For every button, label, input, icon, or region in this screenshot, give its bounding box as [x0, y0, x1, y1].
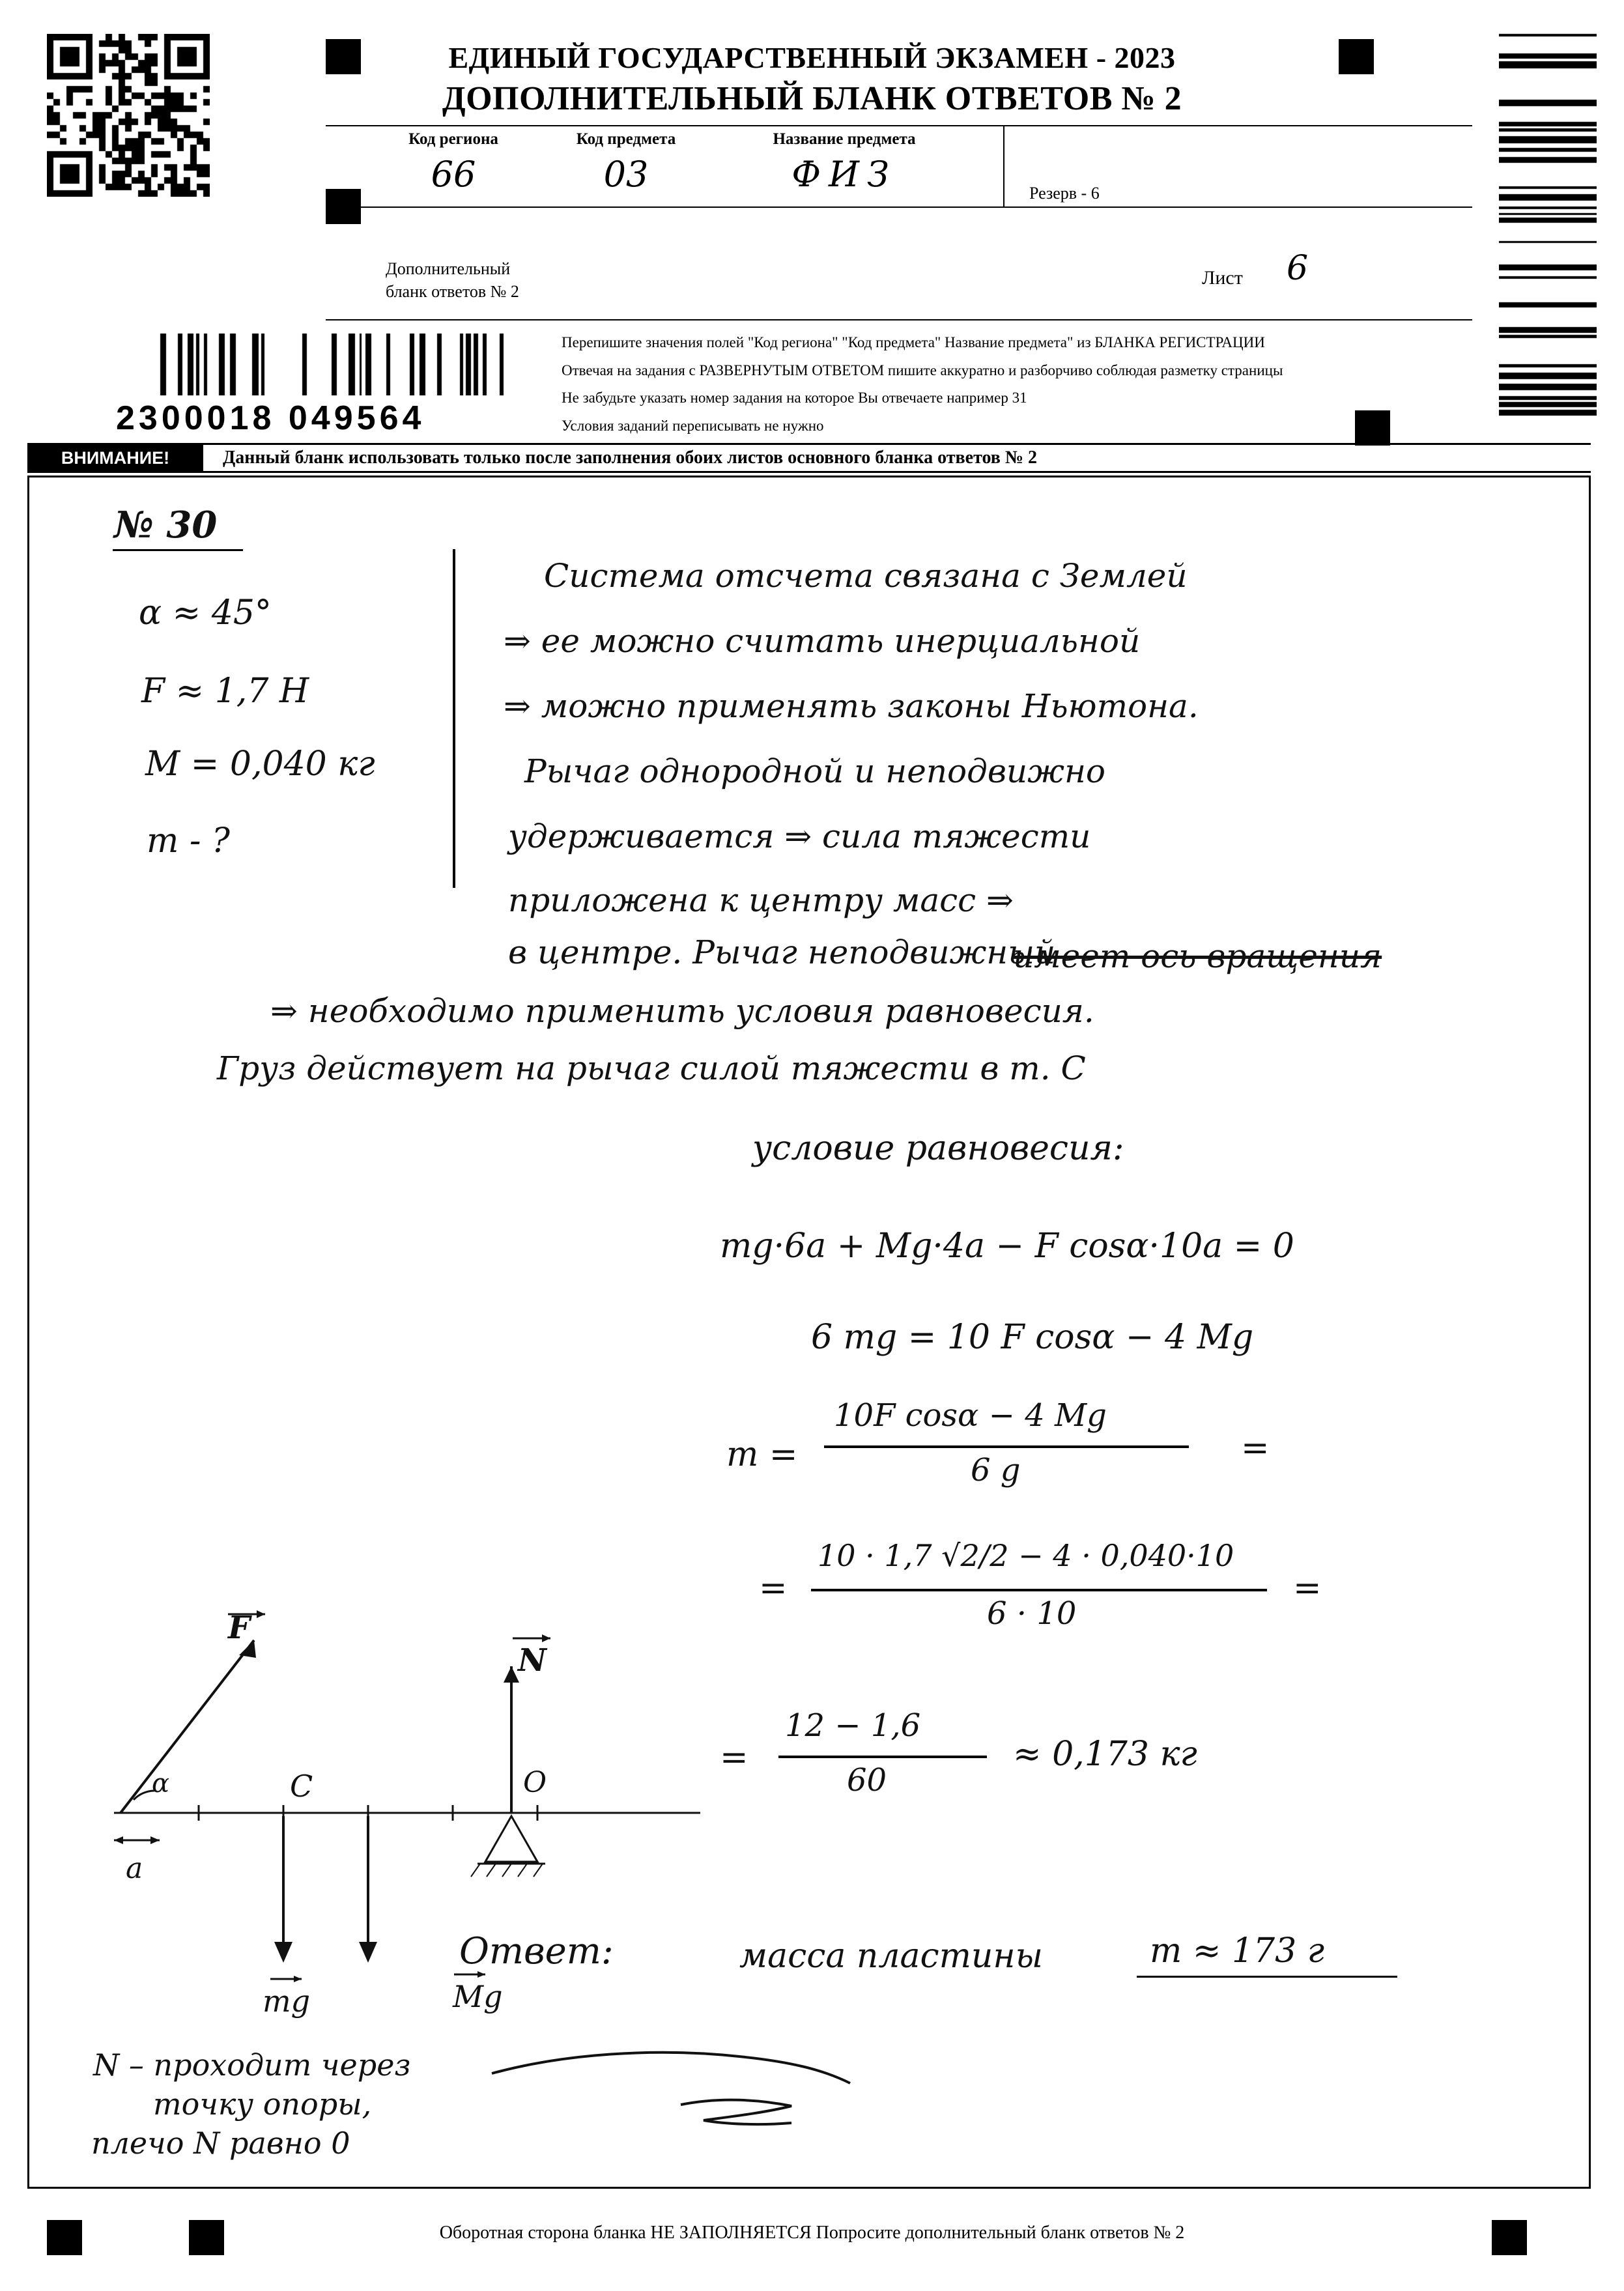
reasoning-line-9: Груз действует на рычаг силой тяжести в т. С	[217, 1049, 1086, 1087]
fraction-1-bar	[824, 1445, 1189, 1448]
diagram-label-F: F	[228, 1610, 251, 1646]
reasoning-line-5: удерживается ⇒ сила тяжести	[508, 818, 1091, 855]
fraction-3-numerator: 12 − 1,6	[785, 1707, 921, 1744]
given-value-4: m - ?	[147, 821, 230, 861]
equilibrium-title: условие равновесия:	[752, 1129, 1124, 1168]
given-value-2: F ≈ 1,7 H	[141, 672, 309, 711]
diagram-label-O: O	[523, 1766, 547, 1799]
divider-under-codes	[326, 206, 1472, 208]
given-value-3: M = 0,040 кг	[145, 745, 375, 784]
code-fields	[369, 130, 1020, 202]
lever-diagram	[94, 1598, 746, 2019]
diagram-label-mg: mg	[263, 1984, 311, 2019]
fraction-3-tail: ≈ 0,173 кг	[1013, 1735, 1197, 1774]
sheet-header	[0, 0, 1624, 456]
diagram-label-a: a	[126, 1852, 143, 1885]
fraction-1-tail: =	[1241, 1429, 1270, 1468]
note-line-2: точку опоры,	[153, 2086, 372, 2122]
subject-name-value: ФИЗ	[791, 154, 897, 195]
task-number: № 30	[114, 504, 218, 547]
instruction-line-4: Условия заданий переписывать не нужно	[562, 417, 824, 434]
fraction-1-denominator: 6 g	[971, 1452, 1021, 1488]
given-reasoning-divider	[453, 549, 455, 888]
task-number-underline	[113, 549, 243, 551]
instruction-line-3: Не забудьте указать номер задания на которое Вы отвечаете например 31	[562, 390, 1027, 406]
given-value-1: α ≈ 45°	[139, 593, 272, 633]
exam-title-line2: ДОПОЛНИТЕЛЬНЫЙ БЛАНК ОТВЕТОВ № 2	[442, 80, 1182, 117]
reasoning-line-7: в центре. Рычаг неподвижный	[508, 933, 1056, 971]
diagram-label-alpha: α	[152, 1769, 170, 1799]
diagram-label-N: N	[518, 1642, 547, 1679]
footer-text: Оборотная сторона бланка НЕ ЗАПОЛНЯЕТСЯ Попросите дополнительный бланк ответов № 2	[439, 2223, 1185, 2243]
exam-title-line1: ЕДИНЫЙ ГОСУДАРСТВЕННЫЙ ЭКЗАМЕН - 2023	[448, 41, 1176, 74]
final-answer-value: m ≈ 173 г	[1150, 1931, 1324, 1971]
attention-text: Данный бланк использовать только после заполнения обоих листов основного бланка ответов № 2	[223, 448, 1038, 468]
reasoning-line-1: Система отсчета связана с Землей	[544, 557, 1188, 595]
instructions-block	[562, 329, 1474, 440]
divider-under-sheet	[326, 319, 1472, 320]
note-line-3: плечо N равно 0	[91, 2126, 350, 2161]
fraction-2-equals: =	[759, 1569, 788, 1608]
divider-under-title	[326, 125, 1472, 126]
reasoning-crossed-out: имеет ось вращения	[1013, 937, 1382, 975]
region-code-value: 66	[431, 154, 476, 195]
fraction-2-denominator: 6 · 10	[987, 1595, 1077, 1632]
reasoning-line-6: приложена к центру масс ⇒	[508, 881, 1014, 919]
signature	[485, 2034, 902, 2145]
fraction-2-bar	[811, 1589, 1267, 1591]
form-name-line2: бланк ответов № 2	[386, 282, 519, 302]
diagram-label-C: C	[290, 1769, 313, 1804]
divider-before-reserve	[1003, 125, 1004, 206]
form-name	[386, 257, 519, 303]
reasoning-line-4: Рычаг однородной и неподвижно	[524, 752, 1105, 790]
fraction-1-numerator: 10F cosα − 4 Mg	[834, 1397, 1107, 1434]
reasoning-line-8: ⇒ необходимо применить условия равновесия.	[270, 992, 1094, 1030]
diagram-label-Mg: Mg	[453, 1979, 503, 2014]
reserve-label: Резерв - 6	[1029, 184, 1100, 203]
fraction-3-bar	[778, 1756, 987, 1758]
note-line-1: N – проходит через	[93, 2047, 411, 2083]
fraction-2-tail: =	[1293, 1569, 1322, 1608]
subject-code-value: 03	[603, 154, 649, 195]
fraction-3-label: =	[720, 1738, 748, 1777]
region-code-label: Код региона	[408, 130, 498, 148]
subject-code-label: Код предмета	[576, 130, 676, 148]
instruction-line-2: Отвечая на задания с РАЗВЕРНУТЫМ ОТВЕТОМ пишите аккуратно и разборчиво соблюдая разметку страницы	[562, 362, 1283, 378]
subject-name-label: Название предмета	[773, 130, 916, 148]
barcode-number: 2300018 049564	[116, 399, 425, 437]
fraction-3-denominator: 60	[847, 1762, 887, 1799]
equation-2: 6 mg = 10 F cosα − 4 Mg	[811, 1318, 1254, 1357]
final-answer-text: масса пластины	[739, 1937, 1044, 1976]
horizontal-barcode	[158, 334, 504, 395]
form-name-line1: Дополнительный	[386, 259, 511, 278]
sheet-footer	[0, 2202, 1624, 2291]
sheet-label: Лист	[1202, 267, 1243, 289]
final-answer-label: Ответ:	[459, 1930, 614, 1972]
reasoning-line-3: ⇒ можно применять законы Ньютона.	[504, 687, 1199, 725]
attention-badge: ВНИМАНИЕ!	[27, 445, 203, 471]
equation-1: mg·6a + Mg·4a − F cosα·10a = 0	[720, 1227, 1294, 1266]
sheet-number-value: 6	[1287, 249, 1309, 288]
reasoning-line-2: ⇒ ее можно считать инерциальной	[504, 622, 1141, 660]
attention-bar	[27, 443, 1591, 473]
fraction-1-label: m =	[726, 1435, 798, 1474]
final-answer-underline	[1137, 1976, 1397, 1978]
answer-area[interactable]	[27, 476, 1591, 2189]
instruction-line-1: Перепишите значения полей "Код региона" "Код предмета" Название предмета" из БЛАНКА РЕГИСТРАЦИИ	[562, 334, 1265, 350]
fraction-2-numerator: 10 · 1,7 √2/2 − 4 · 0,040·10	[818, 1538, 1234, 1573]
